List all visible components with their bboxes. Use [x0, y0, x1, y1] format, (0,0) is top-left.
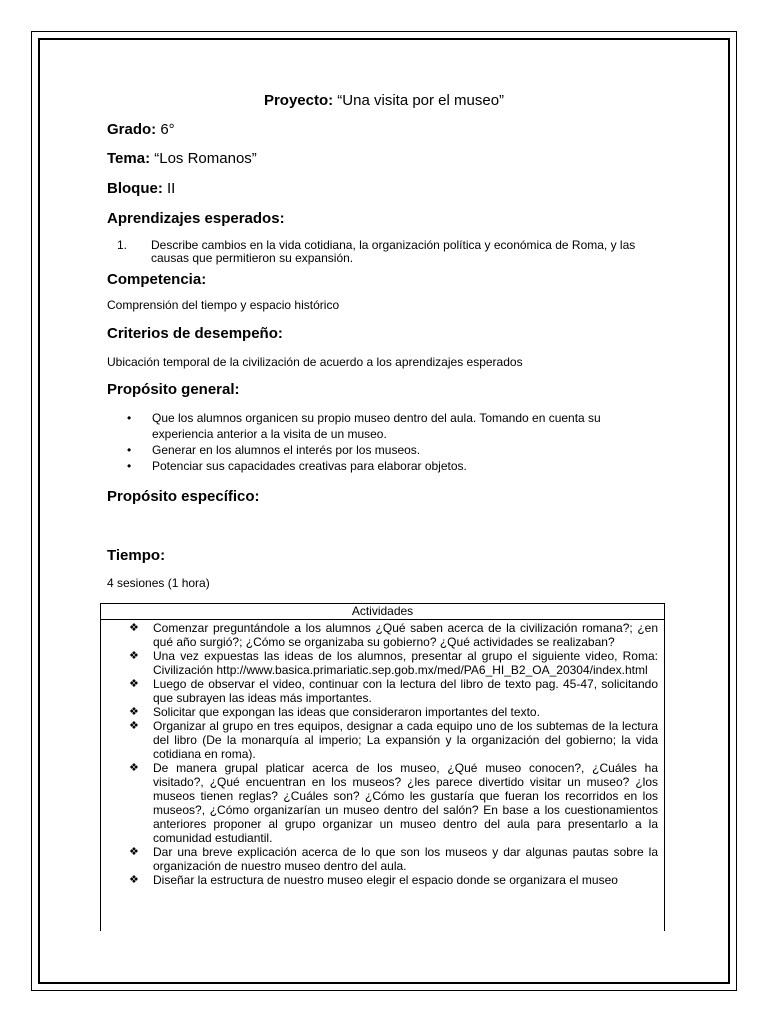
tiempo-heading: Tiempo:	[107, 547, 166, 564]
project-value: “Una visita por el museo”	[333, 92, 505, 109]
list-item	[107, 458, 662, 474]
activity-text: Dar una breve explicación acerca de lo que son los museos y dar algunas pautas sobre la organización de nuestro museo dentro del aula.	[153, 845, 658, 873]
diamond-bullet-icon: ❖	[129, 650, 139, 662]
proposito-general-list	[107, 410, 662, 474]
diamond-bullet-icon: ❖	[129, 622, 139, 634]
list-item	[101, 873, 658, 887]
competencia-text: Comprensión del tiempo y espacio histórico	[107, 298, 340, 312]
aprendizajes-heading: Aprendizajes esperados:	[107, 210, 285, 227]
list-item	[101, 845, 658, 873]
bullet-icon: •	[127, 459, 132, 473]
grado-line	[107, 121, 175, 138]
bloque-value: II	[162, 180, 176, 197]
list-item-text: Potenciar sus capacidades creativas para elaborar objetos.	[152, 459, 467, 473]
project-title	[0, 92, 768, 109]
proposito-especifico-heading: Propósito específico:	[107, 488, 260, 505]
diamond-bullet-icon: ❖	[129, 678, 139, 690]
tema-value: “Los Romanos”	[150, 150, 257, 167]
tema-line	[107, 150, 257, 167]
actividades-header: Actividades	[101, 604, 664, 620]
tiempo-text: 4 sesiones (1 hora)	[107, 576, 210, 590]
bloque-label: Bloque:	[107, 180, 163, 197]
diamond-bullet-icon: ❖	[129, 846, 139, 858]
bullet-icon: •	[127, 443, 132, 457]
actividades-table	[100, 603, 665, 931]
diamond-bullet-icon: ❖	[129, 874, 139, 886]
criterios-text: Ubicación temporal de la civilización de acuerdo a los aprendizajes esperados	[107, 355, 523, 369]
diamond-bullet-icon: ❖	[129, 762, 139, 774]
grado-label: Grado:	[107, 121, 157, 138]
activity-text: Solicitar que expongan las ideas que consideraron importantes del texto.	[153, 705, 540, 719]
actividades-body	[101, 620, 664, 887]
proposito-general-heading: Propósito general:	[107, 381, 240, 398]
list-item-text: Generar en los alumnos el interés por los museos.	[152, 443, 421, 457]
tema-label: Tema:	[107, 150, 151, 167]
diamond-bullet-icon: ❖	[129, 706, 139, 718]
activity-text: Luego de observar el video, continuar con la lectura del libro de texto pag. 45-47, solicitando que subrayen las ideas más importantes.	[153, 677, 658, 705]
list-item-text: Describe cambios en la vida cotidiana, la organización política y económica de Roma, y las causas que permitieron su expansión.	[151, 238, 636, 265]
list-item-text: Que los alumnos organicen su propio museo dentro del aula. Tomando en cuenta su experiencia anterior a la visita de un museo.	[152, 411, 601, 441]
list-item	[107, 442, 662, 458]
activity-text: Comenzar preguntándole a los alumnos ¿Qué saben acerca de la civilización romana?; ¿en qué año surgió?; ¿Cómo se organizaba su gobierno? ¿Qué actividades se realizaban?	[153, 621, 658, 649]
activity-text: Diseñar la estructura de nuestro museo elegir el espacio donde se organizara el museo	[153, 873, 618, 887]
criterios-heading: Criterios de desempeño:	[107, 325, 283, 342]
competencia-heading: Competencia:	[107, 271, 207, 288]
grado-value: 6°	[156, 121, 175, 138]
list-item	[101, 705, 658, 719]
project-label: Proyecto:	[263, 92, 334, 109]
list-item	[101, 677, 658, 705]
bloque-line	[107, 180, 175, 197]
activity-text: Organizar al grupo en tres equipos, designar a cada equipo uno de los subtemas de la lectura del libro (De la monarquía al imperio; La expansión y la organización del gobierno; la vida cotidiana en roma).	[153, 719, 658, 761]
list-item	[107, 410, 662, 442]
list-number: 1.	[117, 238, 128, 252]
bullet-icon: •	[127, 411, 132, 425]
list-item	[107, 239, 657, 265]
diamond-bullet-icon: ❖	[129, 720, 139, 732]
list-item	[101, 649, 658, 677]
aprendizajes-list	[107, 239, 657, 265]
activity-text: De manera grupal platicar acerca de los museo, ¿Qué museo conocen?, ¿Cuáles ha visitado?, ¿Qué encuentran en los museos? ¿les parece divertido visitar un museo? ¿los museos tienen reglas? ¿Cuáles son? ¿Cómo les gustaría que fueran los recorridos en los museos?, ¿Cómo organizarían un museo dentro del salón? En base a los cuestionamientos anteriores proponer al grupo organizar un museo dentro del aula para presentarlo a la comunidad estudiantil.	[153, 761, 658, 845]
activity-text: Una vez expuestas las ideas de los alumnos, presentar al grupo el siguiente video, Roma: Civilización http://www.basica.primariatic.sep.gob.mx/med/PA6_HI_B2_OA_20304/index.html	[153, 649, 658, 677]
list-item	[101, 621, 658, 649]
list-item	[101, 719, 658, 761]
list-item	[101, 761, 658, 845]
